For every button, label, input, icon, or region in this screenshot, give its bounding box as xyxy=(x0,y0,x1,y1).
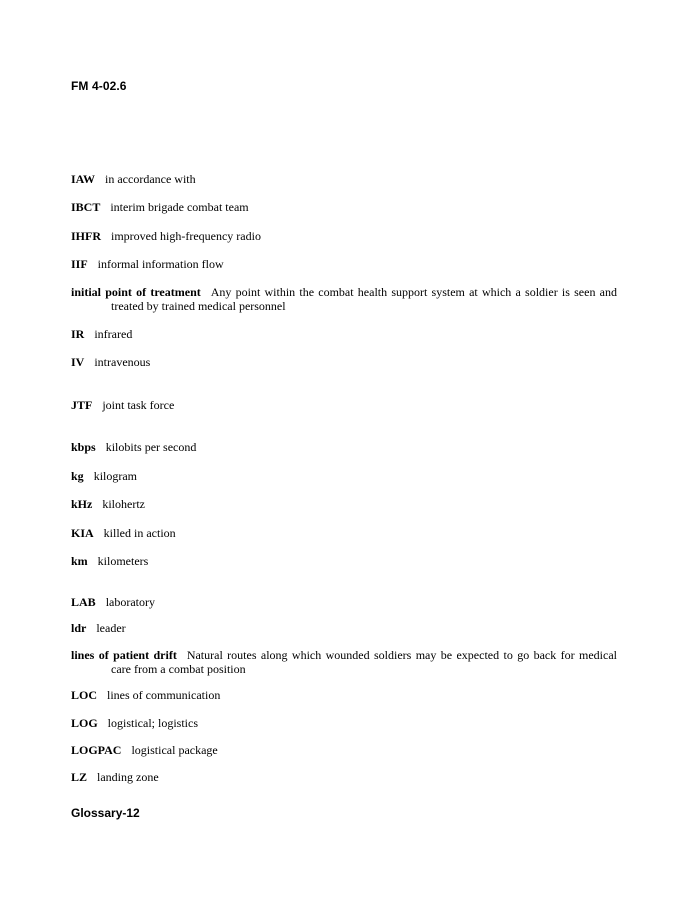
glossary-definition: kilometers xyxy=(97,554,149,568)
glossary-term: km xyxy=(71,554,88,568)
glossary-entry-ir xyxy=(71,327,617,341)
glossary-entry-iif xyxy=(71,257,617,271)
glossary-term: lines of patient drift xyxy=(71,648,177,662)
glossary-entry-lab xyxy=(71,595,617,609)
glossary-term: initial point of treatment xyxy=(71,285,201,299)
glossary-definition: killed in action xyxy=(103,526,176,540)
glossary-entry-initial-point-of-treatment xyxy=(71,285,617,313)
page-footer: Glossary-12 xyxy=(71,806,140,820)
glossary-definition: intravenous xyxy=(94,355,151,369)
glossary-entry-ldr xyxy=(71,621,617,635)
glossary-term: LOG xyxy=(71,716,98,730)
running-header: FM 4-02.6 xyxy=(71,79,127,93)
glossary-entry-loc xyxy=(71,688,617,702)
glossary-term: KIA xyxy=(71,526,94,540)
glossary-definition: logistical; logistics xyxy=(107,716,198,730)
glossary-definition: laboratory xyxy=(105,595,155,609)
glossary-term: IR xyxy=(71,327,85,341)
glossary-definition: kilobits per second xyxy=(105,440,197,454)
glossary-entry-lz xyxy=(71,770,617,784)
glossary-term: LZ xyxy=(71,770,88,784)
glossary-definition: logistical package xyxy=(131,743,218,757)
glossary-definition: interim brigade combat team xyxy=(110,200,249,214)
glossary-term: LOC xyxy=(71,688,98,702)
glossary-entry-khz xyxy=(71,497,617,511)
glossary-term: IHFR xyxy=(71,229,101,243)
glossary-term: IAW xyxy=(71,172,96,186)
glossary-definition: improved high-frequency radio xyxy=(111,229,261,243)
glossary-term: JTF xyxy=(71,398,93,412)
glossary-definition: Any point within the combat health support system at which a soldier is seen and treated by trained medical personnel xyxy=(111,285,617,313)
glossary-entry-km xyxy=(71,554,617,568)
glossary-entry-jtf xyxy=(71,398,617,412)
glossary-definition: lines of communication xyxy=(107,688,221,702)
glossary-term: IIF xyxy=(71,257,88,271)
glossary-entry-ihfr xyxy=(71,229,617,243)
glossary-definition: informal information flow xyxy=(97,257,224,271)
glossary-term: ldr xyxy=(71,621,87,635)
glossary-definition: in accordance with xyxy=(105,172,196,186)
glossary-term: IV xyxy=(71,355,85,369)
glossary-term: IBCT xyxy=(71,200,101,214)
glossary-term: kHz xyxy=(71,497,93,511)
glossary-entry-lines-of-patient-drift xyxy=(71,648,617,676)
glossary-term: kbps xyxy=(71,440,96,454)
glossary-entry-kia xyxy=(71,526,617,540)
glossary-entry-log xyxy=(71,716,617,730)
glossary-term: LAB xyxy=(71,595,96,609)
glossary-entry-kg xyxy=(71,469,617,483)
glossary-entry-iaw xyxy=(71,172,617,186)
glossary-definition: leader xyxy=(96,621,126,635)
glossary-entry-kbps xyxy=(71,440,617,454)
glossary-definition: kilohertz xyxy=(102,497,145,511)
glossary-entry-logpac xyxy=(71,743,617,757)
glossary-entry-ibct xyxy=(71,200,617,214)
glossary-term: LOGPAC xyxy=(71,743,122,757)
glossary-definition: joint task force xyxy=(102,398,175,412)
glossary-definition: infrared xyxy=(94,327,133,341)
glossary-entry-iv xyxy=(71,355,617,369)
glossary-definition: Natural routes along which wounded soldiers may be expected to go back for medical care from a combat position xyxy=(111,648,617,676)
glossary-term: kg xyxy=(71,469,84,483)
glossary-definition: kilogram xyxy=(93,469,138,483)
glossary-definition: landing zone xyxy=(97,770,159,784)
